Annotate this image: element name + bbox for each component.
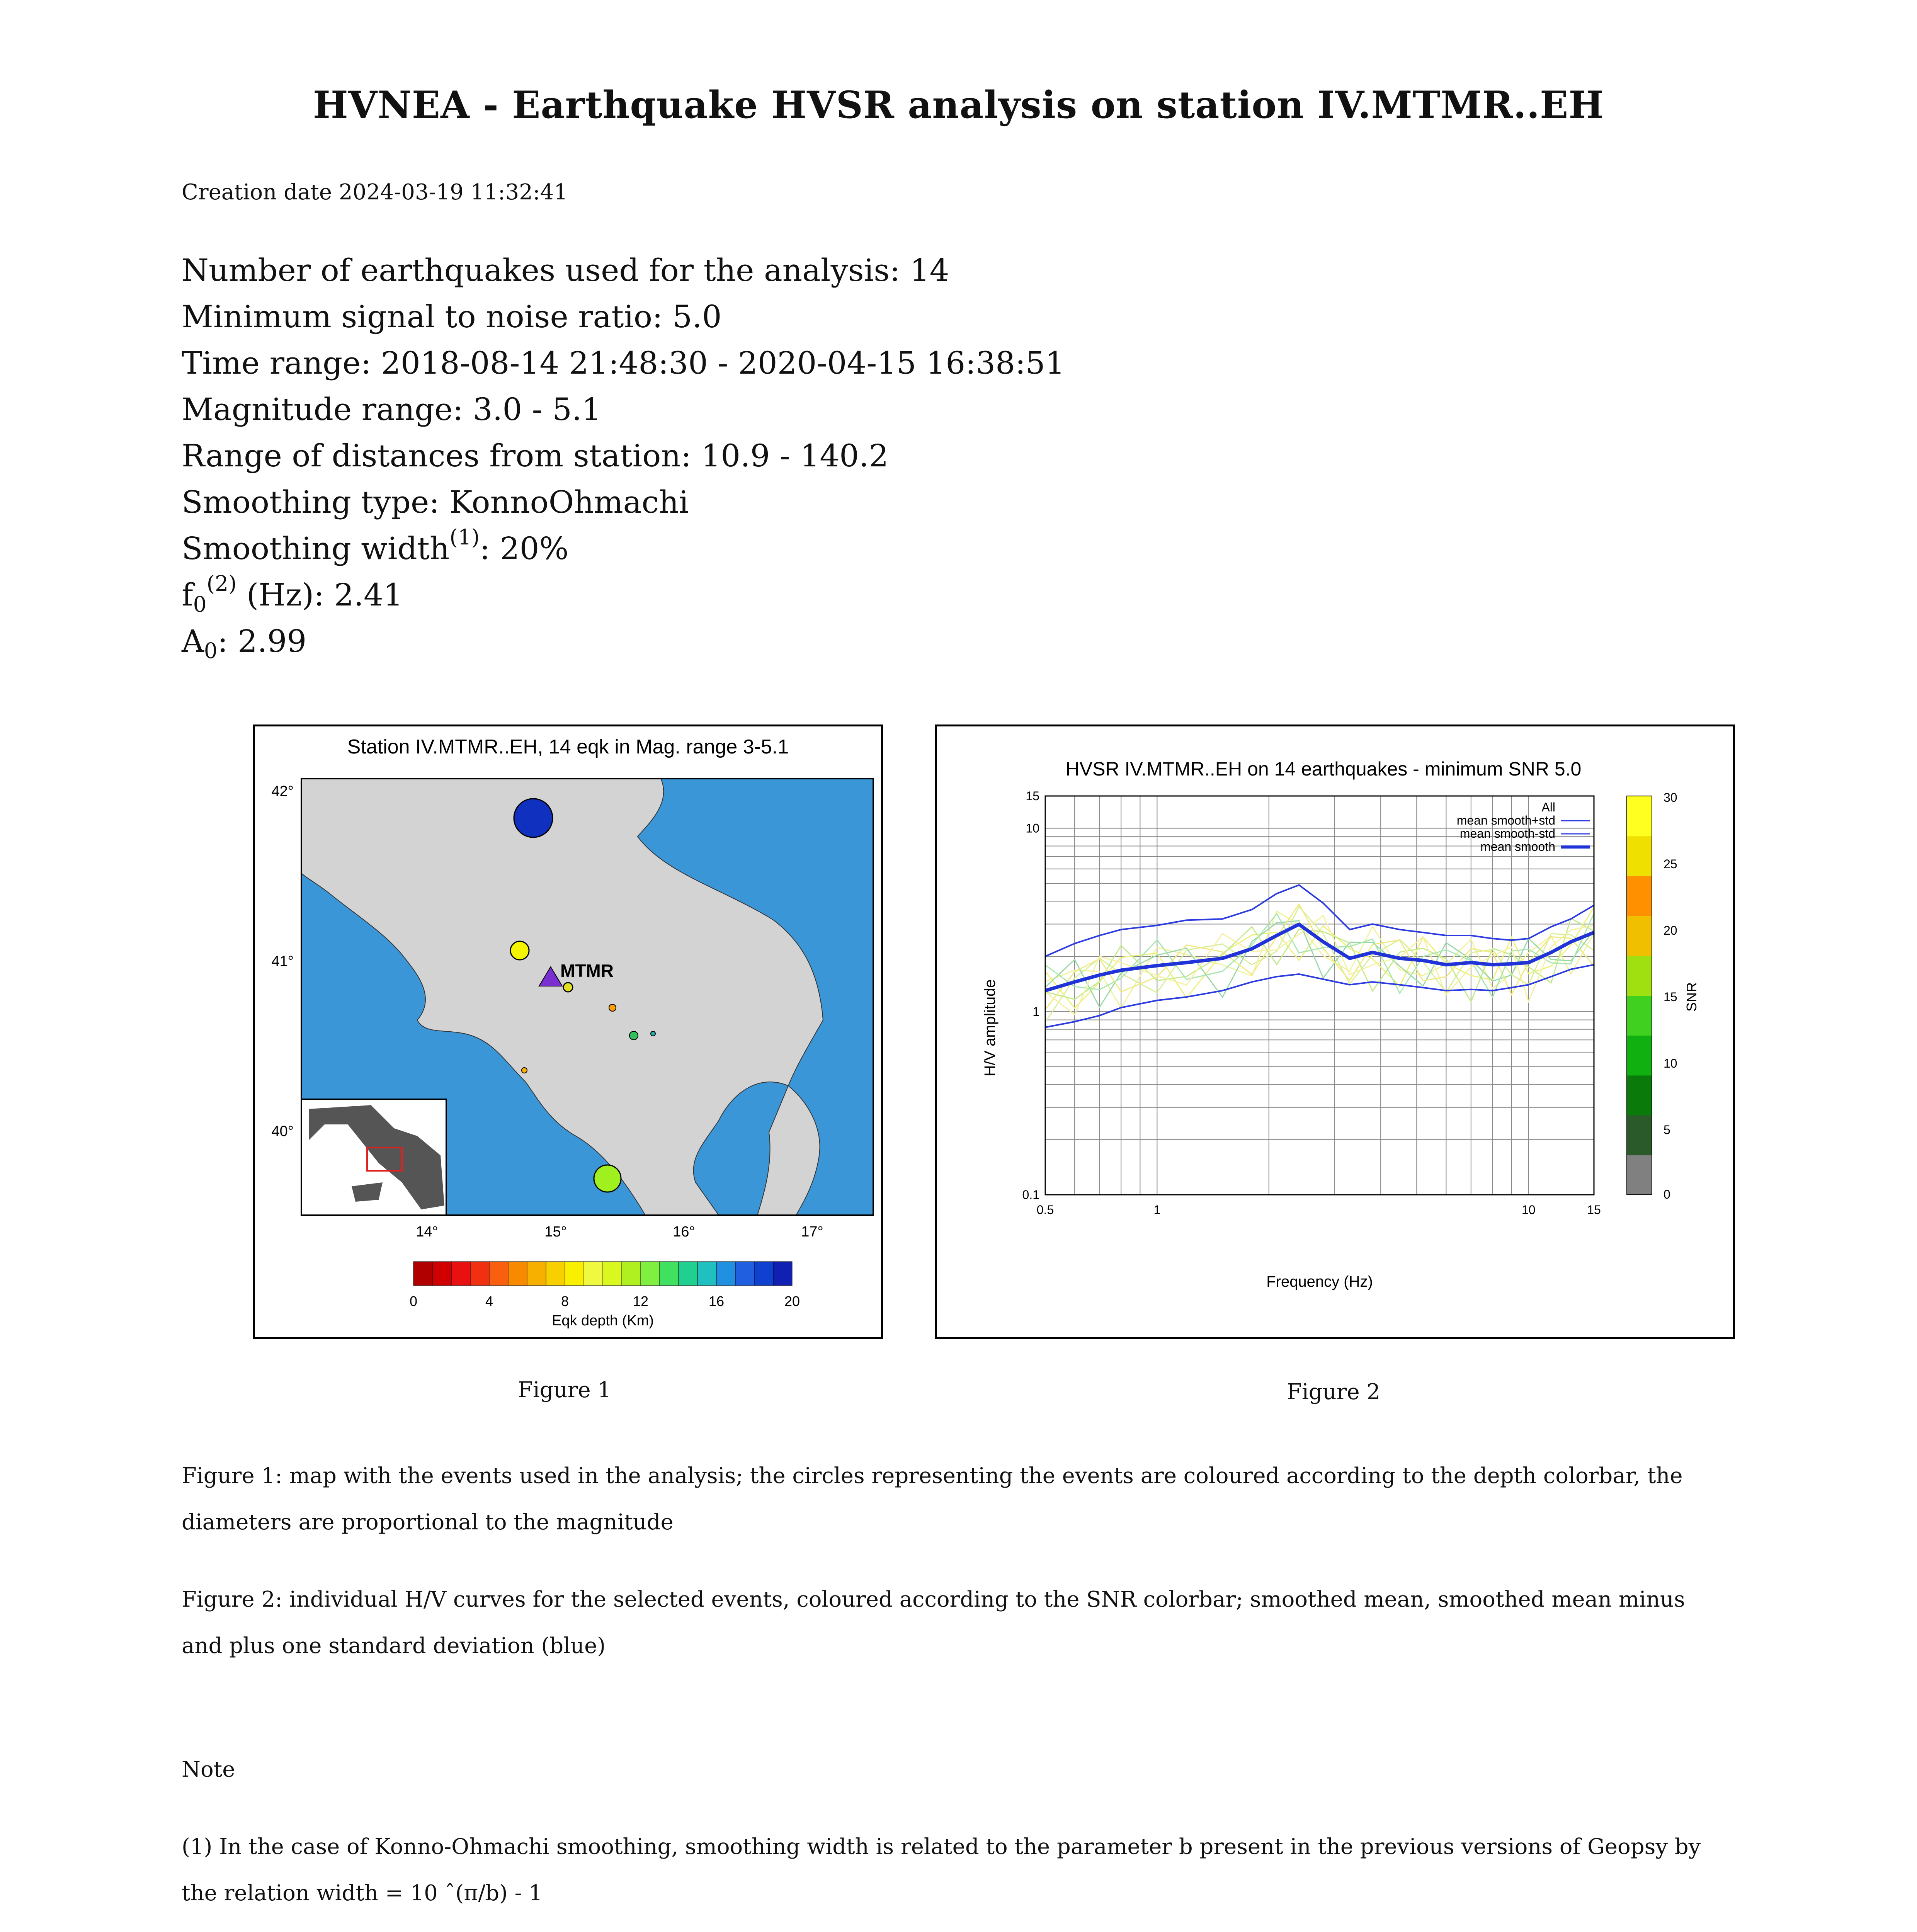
snr-colorbar-segment [1627,956,1652,996]
smoothing-width-label: Smoothing width [182,531,450,566]
x-axis-label: Frequency (Hz) [1266,1273,1373,1290]
depth-tick: 16 [708,1293,725,1309]
snr-tick: 15 [1664,990,1677,1004]
lon-tick: 17° [801,1224,823,1240]
y-tick-label: 15 [1026,789,1039,803]
creation-date: Creation date 2024-03-19 11:32:41 [182,180,568,205]
y-tick-label: 1 [1032,1004,1039,1019]
depth-colorbar-segment [660,1262,679,1286]
legend-entry: mean smooth [1480,840,1555,854]
depth-colorbar-segment [773,1262,792,1286]
figure2-description: Figure 2: individual H/V curves for the selected events, coloured according to the SNR colorbar; smoothed mean, smoothed mean minus and plus one standard deviation (blue) [182,1587,1685,1658]
depth-tick: 12 [633,1293,649,1309]
lon-tick: 15° [544,1224,567,1240]
depth-colorbar-segment [451,1262,470,1286]
snr-colorbar-segment [1627,796,1652,836]
figure1-description: Figure 1: map with the events used in the analysis; the circles representing the events are coloured according to the depth colorbar, the diameters are proportional to the magnitude [182,1463,1683,1535]
f0-sub: 0 [193,592,207,617]
depth-tick: 4 [485,1293,493,1309]
snr-tick: 30 [1664,791,1677,804]
depth-colorbar-label: Eqk depth (Km) [552,1313,654,1329]
depth-colorbar-segment [622,1262,641,1286]
snr-colorbar-label: SNR [1684,982,1699,1012]
depth-colorbar [413,1262,792,1286]
snr-tick: 20 [1664,923,1677,937]
hvsr-chart [937,726,1733,1337]
note-1: (1) In the case of Konno-Ohmachi smoothing, smoothing width is related to the parameter b present in the previous versions of Geopsy by the relation width = 10 ˆ(π/b) - 1 [182,1834,1701,1906]
a0-value: : 2.99 [217,623,307,659]
x-tick-label: 0.5 [1036,1203,1054,1217]
depth-colorbar-segment [508,1262,527,1286]
f0 [182,572,1065,618]
depth-colorbar-segment [432,1262,451,1286]
depth-colorbar-segment [679,1262,697,1286]
snr-tick: 0 [1664,1187,1670,1201]
legend-entry: mean smooth+std [1456,813,1555,827]
event-map [255,726,881,1337]
depth-colorbar-segment [697,1262,716,1286]
snr-colorbar-segment [1627,1115,1652,1155]
lat-tick: 41° [271,953,294,969]
y-axis-label: H/V amplitude [981,979,998,1077]
depth-tick: 0 [409,1293,418,1309]
snr-colorbar-segment [1627,1155,1652,1195]
depth-tick: 8 [561,1293,569,1309]
x-tick-label: 1 [1153,1203,1161,1217]
chart-legend [1457,800,1590,854]
snr-tick: 10 [1664,1056,1677,1070]
a0 [182,618,1065,665]
depth-colorbar-segment [735,1262,754,1286]
snr-colorbar-segment [1627,1035,1652,1075]
depth-tick: 20 [784,1293,800,1309]
snr-colorbar-segment [1627,836,1652,876]
distance-range: Range of distances from station: 10.9 - 140.2 [182,438,889,474]
event-marker [510,941,529,960]
depth-colorbar-segment [641,1262,660,1286]
y-tick-label: 0.1 [1022,1188,1039,1202]
x-tick-label: 10 [1521,1203,1536,1217]
smoothing-width [182,526,1065,572]
chart-title: HVSR IV.MTMR..EH on 14 earthquakes - minimum SNR 5.0 [1065,758,1582,780]
f0-value: (Hz): 2.41 [236,577,403,613]
snr-colorbar-segment [1627,995,1652,1036]
n-earthquakes: Number of earthquakes used for the analysis: 14 [182,252,949,288]
snr-tick: 5 [1664,1123,1670,1137]
depth-colorbar-segment [584,1262,603,1286]
f0-base: f [182,577,193,613]
snr-colorbar-segment [1627,1075,1652,1115]
depth-colorbar-segment [546,1262,565,1286]
f0-footnote: (2) [206,571,237,596]
smoothing-type: Smoothing type: KonnoOhmachi [182,484,689,520]
event-marker [522,1068,527,1073]
figure2-caption: Figure 2 [1287,1379,1381,1405]
figure2-frame [935,724,1735,1339]
event-marker [563,983,573,992]
event-marker [514,799,553,837]
depth-colorbar-segment [413,1262,432,1286]
min-snr: Minimum signal to noise ratio: 5.0 [182,299,722,335]
figure1-frame [253,724,883,1339]
lat-tick: 40° [271,1123,294,1139]
depth-colorbar-segment [489,1262,508,1286]
parameters-block [182,247,1065,665]
x-tick-label: 15 [1587,1203,1601,1217]
time-range: Time range: 2018-08-14 21:48:30 - 2020-04-15 16:38:51 [182,345,1065,381]
smoothing-width-value: : 20% [480,531,569,566]
snr-colorbar-segment [1627,876,1652,916]
depth-colorbar-segment [527,1262,546,1286]
a0-base: A [182,623,204,659]
lon-tick: 16° [673,1224,695,1240]
event-marker [594,1165,621,1192]
depth-colorbar-segment [565,1262,584,1286]
event-marker [629,1031,638,1040]
event-marker [609,1004,616,1011]
snr-colorbar [1627,796,1652,1195]
depth-colorbar-segment [754,1262,773,1286]
legend-entry: mean smooth-std [1459,827,1555,840]
smoothing-width-footnote: (1) [449,525,480,549]
a0-sub: 0 [204,638,218,663]
station-label: MTMR [560,961,614,981]
depth-colorbar-segment [716,1262,735,1286]
snr-tick: 25 [1664,857,1677,871]
depth-colorbar-segment [470,1262,489,1286]
snr-colorbar-segment [1627,916,1652,956]
map-title: Station IV.MTMR..EH, 14 eqk in Mag. range 3-5.1 [347,736,789,758]
figure1-caption: Figure 1 [518,1378,612,1403]
page-title: HVNEA - Earthquake HVSR analysis on station IV.MTMR..EH [313,83,1604,127]
lon-tick: 14° [416,1224,438,1240]
depth-colorbar-segment [603,1262,622,1286]
note-heading: Note [182,1757,235,1782]
legend-entry: All [1541,800,1555,814]
lat-tick: 42° [271,783,294,799]
magnitude-range: Magnitude range: 3.0 - 5.1 [182,391,602,427]
event-marker [651,1031,655,1036]
y-tick-label: 10 [1026,821,1039,835]
